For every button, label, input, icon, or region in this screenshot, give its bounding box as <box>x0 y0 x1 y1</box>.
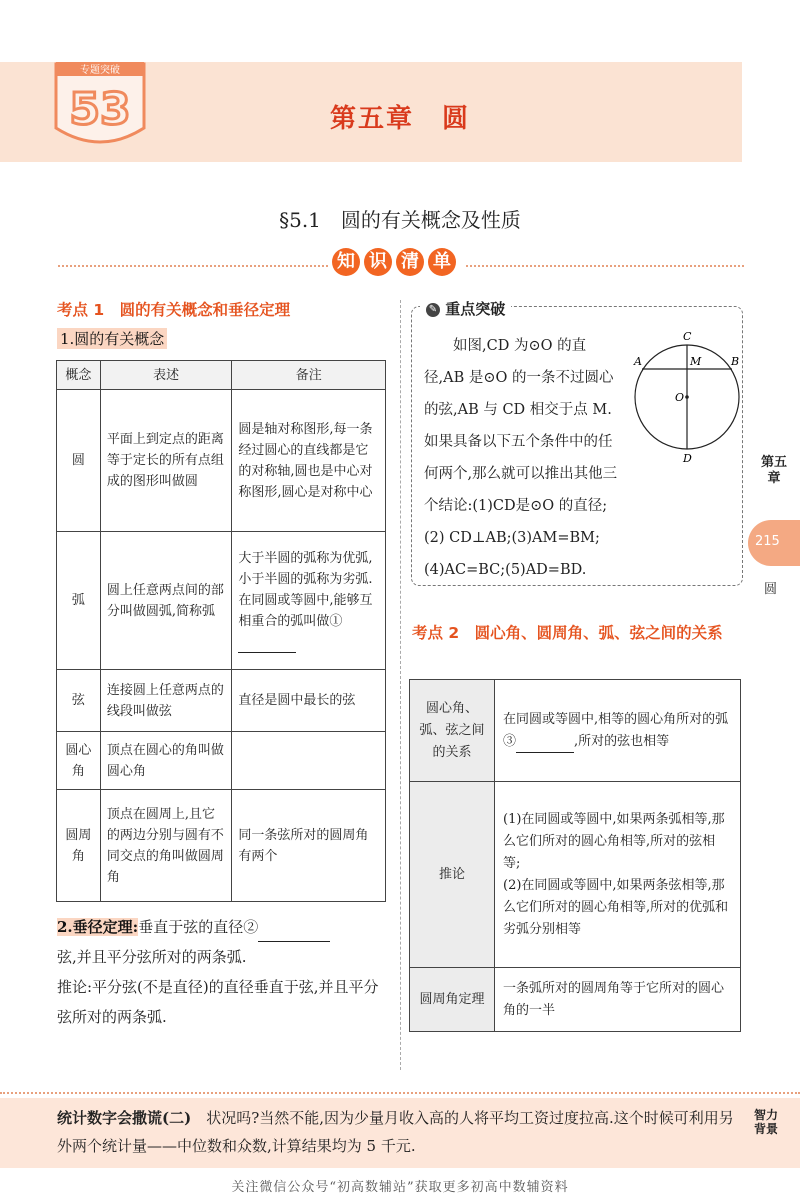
table-row <box>410 968 741 1032</box>
footer-body: 状况吗?当然不能,因为少量月收入高的人将平均工资过度拉高.这个时候可利用另外两个统计量——中位数和众数,计算结果均为 5 千元. <box>57 1109 734 1155</box>
relation-head: 推论 <box>410 782 495 968</box>
note-cell <box>232 732 386 790</box>
table-row <box>57 790 386 902</box>
desc-cell: 顶点在圆心的角叫做圆心角 <box>100 732 232 790</box>
footer-divider <box>0 1092 800 1094</box>
corollary-text: 推论:平分弦(不是直径)的直径垂直于弦,并且平分弦所对的两条弧. <box>57 978 379 1026</box>
theorem-label: 2.垂径定理: <box>57 918 139 936</box>
focus-paragraph: 如图,CD 为⊙O 的直径,AB 是⊙O 的一条不过圆心的弦,AB 与 CD 相交于点 M.如果具备以下五个条件中的任何两个,那么就可以推出其他三个结论:(1)CD是⊙O 的直径;(2) CD⊥AB;(3)AM=BM;(4)AC=BC;(5)AD=BD. <box>424 338 618 578</box>
note-cell: 直径是圆中最长的弦 <box>232 670 386 732</box>
side-chapter-label: 第五章 <box>760 455 787 486</box>
label-m: M <box>690 355 702 368</box>
label-c: C <box>683 330 692 343</box>
logo-number: 53 <box>69 84 131 135</box>
note-cell <box>232 532 386 670</box>
focus-title-text: 重点突破 <box>445 300 506 318</box>
relation-head: 圆心角、弧、弦之间的关系 <box>410 680 495 782</box>
fill-blank-2 <box>258 926 330 942</box>
relation-table <box>409 679 741 1032</box>
concept-cell: 圆心角 <box>57 732 101 790</box>
concept-cell: 弧 <box>57 532 101 670</box>
focus-text <box>424 330 734 586</box>
fill-blank-3 <box>516 738 574 753</box>
side-topic: 圆 <box>764 582 778 597</box>
sub1-title: 1.圆的有关概念 <box>57 328 167 349</box>
label-o: O <box>675 391 685 404</box>
column-divider <box>400 300 401 1070</box>
corollary-2: (2)在同圆或等圆中,如果两条弦相等,那么它们所对的圆心角相等,所对的优弧和劣弧分别相等 <box>503 877 729 937</box>
kp2-title: 考点 2 圆心角、圆周角、弧、弦之间的关系 <box>412 624 723 642</box>
theorem-paragraph <box>57 912 392 1032</box>
badge-char: 知 <box>332 248 360 276</box>
concept-cell: 弦 <box>57 670 101 732</box>
note-cell: 圆是轴对称图形,每一条经过圆心的直线都是它的对称轴,圆也是中心对称图形,圆心是对称中心 <box>232 390 386 532</box>
table-row <box>410 680 741 782</box>
table-row <box>57 532 386 670</box>
concept-table <box>56 360 386 902</box>
note-text: 大于半圆的弧称为优弧,小于半圆的弧称为劣弧.在同圆或等圆中,能够互相重合的弧叫做① <box>238 551 373 629</box>
table-header: 备注 <box>232 361 386 390</box>
table-row <box>57 732 386 790</box>
relation-text: 在同圆或等圆中,相等的圆心角所对的弧③ <box>503 711 729 749</box>
desc-cell: 圆上任意两点间的部分叫做圆弧,简称弧 <box>100 532 232 670</box>
footer-text <box>57 1104 747 1160</box>
page-number: 215 <box>755 534 780 549</box>
desc-cell: 顶点在圆周上,且它的两边分别与圆有不同交点的角叫做圆周角 <box>100 790 232 902</box>
focus-title <box>420 298 511 319</box>
table-header: 概念 <box>57 361 101 390</box>
table-header-row <box>57 361 386 390</box>
relation-body <box>495 782 741 968</box>
desc-cell: 连接圆上任意两点的线段叫做弦 <box>100 670 232 732</box>
relation-body: 一条弧所对的圆周角等于它所对的圆心角的一半 <box>495 968 741 1032</box>
knowledge-list-badge <box>330 248 464 282</box>
relation-head: 圆周角定理 <box>410 968 495 1032</box>
relation-text-tail: ,所对的弦也相等 <box>574 733 670 749</box>
watermark-text: 关注微信公众号“初高数辅站”获取更多初高中数辅资料 <box>231 1180 569 1195</box>
table-row <box>410 782 741 968</box>
kp1-title: 考点 1 圆的有关概念和垂径定理 <box>57 301 291 319</box>
label-d: D <box>683 452 692 465</box>
pen-icon: ✎ <box>426 303 440 317</box>
section-title: §5.1 圆的有关概念及性质 <box>279 208 521 232</box>
theorem-text-b: 弦,并且平分弦所对的两条弧. <box>57 948 247 966</box>
table-header: 表述 <box>100 361 232 390</box>
corollary-1: (1)在同圆或等圆中,如果两条弧相等,那么它们所对的圆心角相等,所对的弦相等; <box>503 811 725 871</box>
footer-tag: 智力背景 <box>753 1108 778 1136</box>
chapter-title: 第五章 圆 <box>329 104 470 134</box>
logo-top-text: 专题突破 <box>80 65 120 76</box>
badge-char: 清 <box>396 248 424 276</box>
concept-cell: 圆周角 <box>57 790 101 902</box>
badge-char: 单 <box>428 248 456 276</box>
footer-title: 统计数字会撒谎(二) <box>57 1109 192 1127</box>
note-cell: 同一条弦所对的圆周角有两个 <box>232 790 386 902</box>
concept-cell: 圆 <box>57 390 101 532</box>
table-row <box>57 390 386 532</box>
label-a: A <box>634 355 642 368</box>
fill-blank-1 <box>238 638 296 653</box>
relation-body <box>495 680 741 782</box>
table-row <box>57 670 386 732</box>
badge-char: 识 <box>364 248 392 276</box>
label-b: B <box>731 355 740 368</box>
desc-cell: 平面上到定点的距离等于定长的所有点组成的图形叫做圆 <box>100 390 232 532</box>
theorem-text-a: 垂直于弦的直径② <box>138 918 259 936</box>
